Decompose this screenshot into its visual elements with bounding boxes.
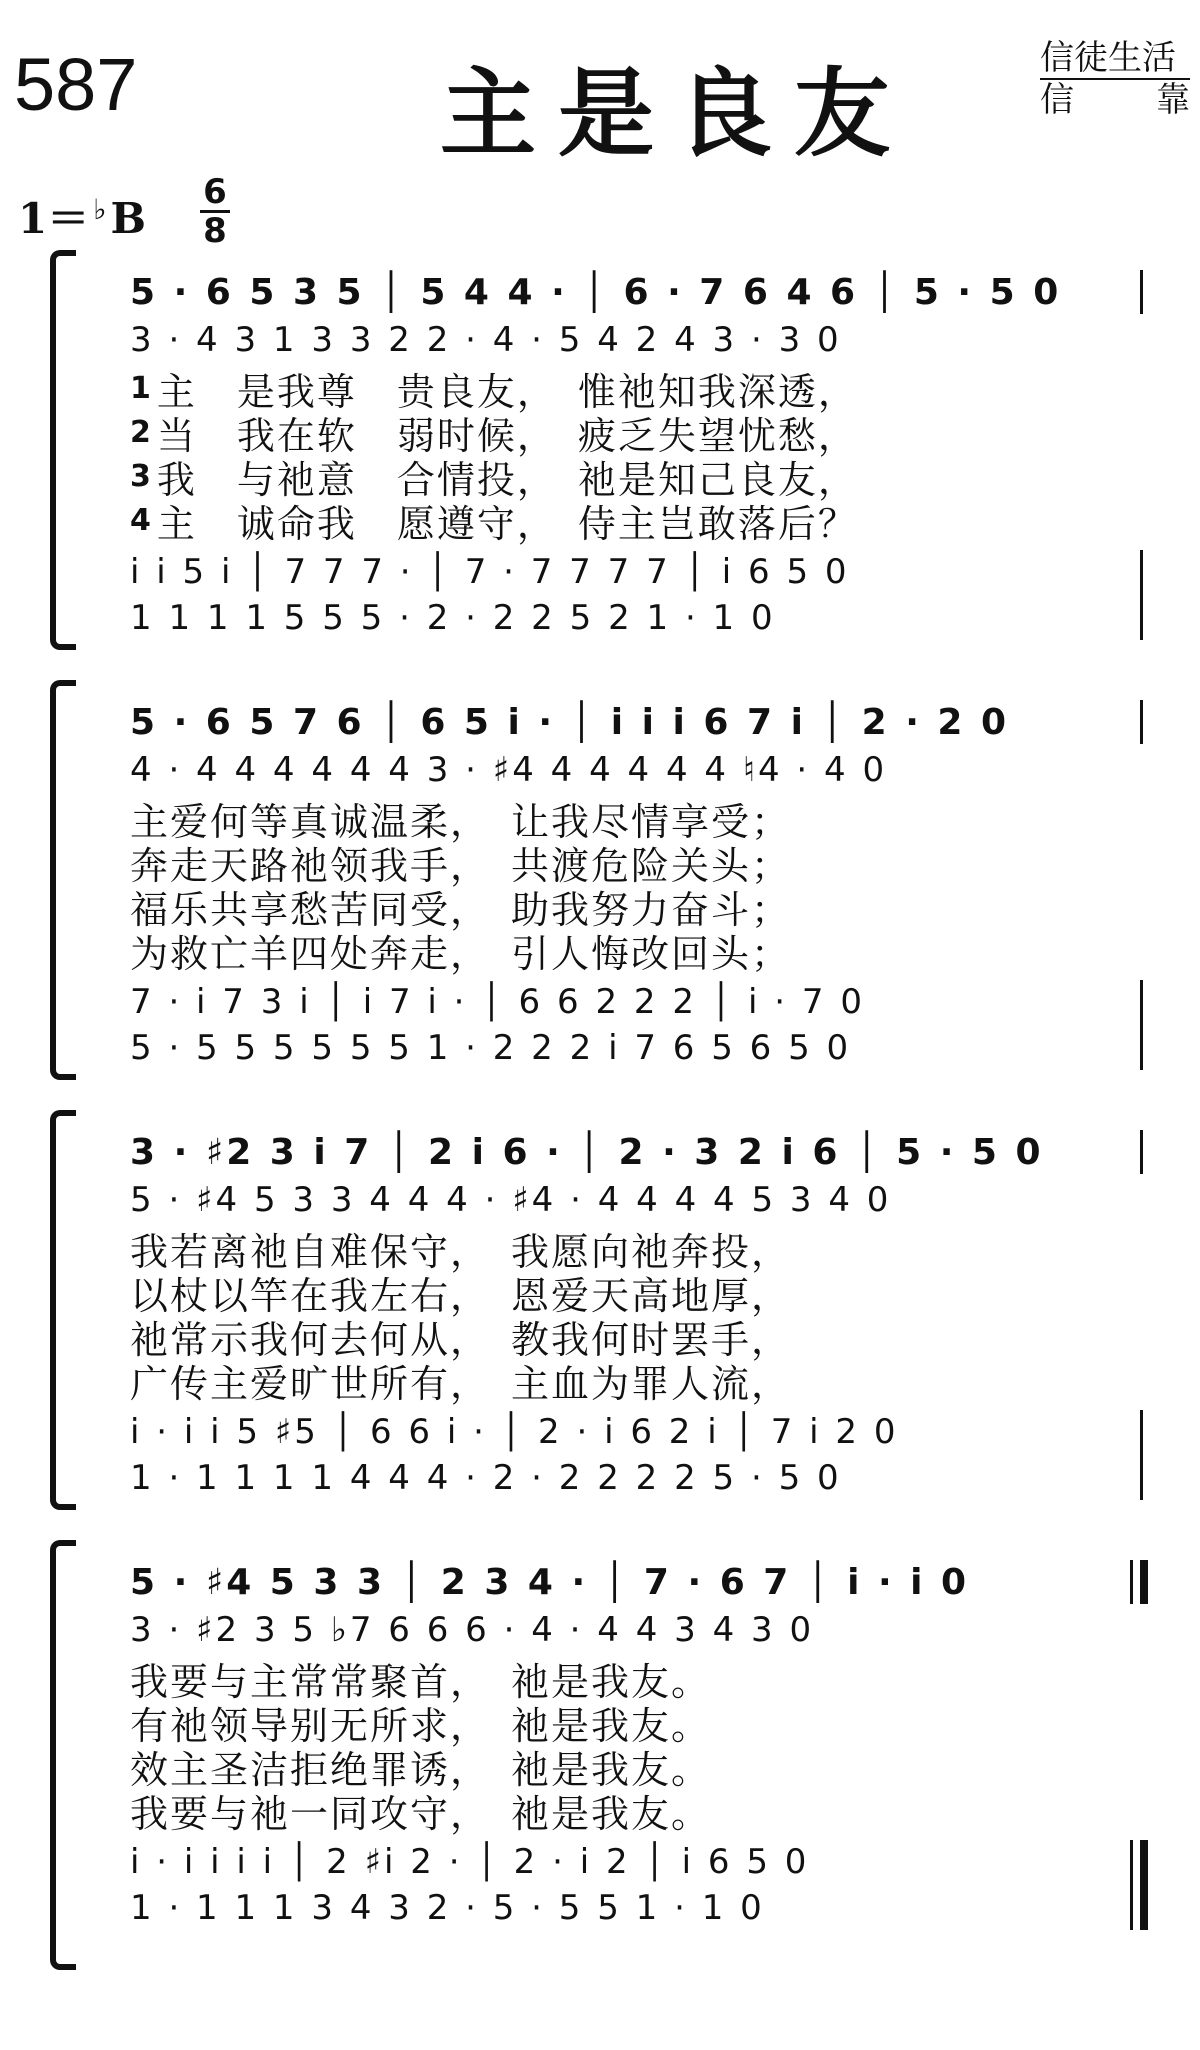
final-barline-thick [1140, 1840, 1148, 1930]
lyric-line [130, 1226, 792, 1274]
lyric-text: 主 是我尊 贵良友， 惟祂知我深透， [156, 369, 858, 414]
tenor-line: i · i i i i │ 2 ♯i 2 · │ 2 · i 2 │ i 6 5 0 [130, 1842, 810, 1882]
lyric-text: 我若离祂自难保守， 我愿向祂奔投， [130, 1229, 792, 1274]
alto-line: 5 · ♯4 5 3 3 4 4 4 · ♯4 · 4 4 4 4 5 3 4 0 [130, 1180, 892, 1220]
lyric-line [130, 498, 858, 546]
melody-line: 3 · ♯2 3 i 7 │ 2 i 6 · │ 2 · 3 2 i 6 │ 5 · 5 0 [130, 1131, 1044, 1173]
barline [1140, 270, 1143, 314]
bass-line: 1 · 1 1 1 1 4 4 4 · 2 · 2 2 2 2 5 · 5 0 [130, 1458, 842, 1498]
key-signature [18, 186, 146, 246]
lyric-text: 以杖以竿在我左右， 恩爱天高地厚， [130, 1273, 792, 1318]
final-barline-thin [1130, 1840, 1133, 1930]
time-signature-top: 6 [200, 174, 230, 213]
bass-line: 5 · 5 5 5 5 5 5 1 · 2 2 2 i 7 6 5 6 5 0 [130, 1028, 852, 1068]
lyric-line [130, 454, 858, 502]
barline [1140, 1130, 1143, 1174]
lyric-line [130, 840, 792, 888]
composer-credit [1040, 80, 1190, 120]
time-signature [200, 174, 230, 249]
score-system [0, 1540, 1200, 1970]
barline [1140, 980, 1143, 1070]
bass-line: 1 · 1 1 1 3 4 3 2 · 5 · 5 5 1 · 1 0 [130, 1888, 765, 1928]
flat-icon: ♭ [93, 193, 107, 226]
lyric-text: 祂常示我何去何从， 教我何时罢手， [130, 1317, 792, 1362]
system-bracket [50, 1540, 76, 1970]
tenor-line: i i 5 i │ 7 7 7 · │ 7 · 7 7 7 7 │ i 6 5 0 [130, 552, 850, 592]
lyric-text: 奔走天路祂领我手， 共渡危险关头； [130, 843, 792, 888]
lyric-text: 主爱何等真诚温柔， 让我尽情享受； [130, 799, 792, 844]
tenor-line: i · i i 5 ♯5 │ 6 6 i · │ 2 · i 6 2 i │ 7 i 2 0 [130, 1412, 899, 1452]
melody-line: 5 · 6 5 7 6 │ 6 5 i · │ i i i 6 7 i │ 2 · 2 0 [130, 701, 1010, 743]
lyric-text: 福乐共享愁苦同受， 助我努力奋斗； [130, 887, 792, 932]
credits [1040, 38, 1190, 120]
lyric-text: 当 我在软 弱时候， 疲乏失望忧愁， [156, 413, 858, 458]
score-system [0, 680, 1200, 1080]
final-barline-thick [1140, 1560, 1148, 1604]
lyric-text: 我要与祂一同攻守， 祂是我友。 [130, 1791, 712, 1836]
lyric-line [130, 1358, 792, 1406]
score-system [0, 1110, 1200, 1510]
lyric-line [130, 366, 858, 414]
lyric-text: 有祂领导别无所求， 祂是我友。 [130, 1703, 712, 1748]
key-note: B [110, 194, 146, 243]
barline [1140, 550, 1143, 640]
key-prefix: 1＝ [18, 194, 90, 243]
system-bracket [50, 1110, 76, 1510]
verse-number: 1 [130, 370, 153, 406]
final-barline-thin [1130, 1560, 1133, 1604]
system-bracket [50, 250, 76, 650]
lyric-line [130, 1314, 792, 1362]
composer-first-char: 信 [1040, 80, 1074, 120]
lyric-line [130, 884, 792, 932]
hymn-number: 587 [14, 43, 138, 126]
lyric-text: 我 与祂意 合情投， 祂是知己良友， [156, 457, 858, 502]
lyric-line [130, 410, 858, 458]
lyric-text: 主 诚命我 愿遵守， 侍主岂敢落后？ [156, 501, 858, 546]
lyric-text: 效主圣洁拒绝罪诱， 祂是我友。 [130, 1747, 712, 1792]
alto-line: 3 · ♯2 3 5 ♭7 6 6 6 · 4 · 4 4 3 4 3 0 [130, 1610, 815, 1650]
lyric-line [130, 928, 792, 976]
verse-number: 3 [130, 458, 153, 494]
lyric-line [130, 1788, 712, 1836]
lyric-line [130, 1744, 712, 1792]
composer-second-char: 靠 [1156, 80, 1190, 120]
lyric-line [130, 1270, 792, 1318]
verse-number: 4 [130, 502, 153, 538]
verse-number: 2 [130, 414, 153, 450]
lyric-text: 我要与主常常聚首， 祂是我友。 [130, 1659, 712, 1704]
alto-line: 4 · 4 4 4 4 4 4 3 · ♯4 4 4 4 4 4 ♮4 · 4 0 [130, 750, 888, 790]
lyric-line [130, 796, 792, 844]
barline [1140, 1410, 1143, 1500]
barline [1140, 700, 1143, 744]
score-system [0, 250, 1200, 650]
time-signature-bottom: 8 [203, 211, 227, 251]
lyric-text: 广传主爱旷世所有， 主血为罪人流， [130, 1361, 792, 1406]
melody-line: 5 · ♯4 5 3 3 │ 2 3 4 · │ 7 · 6 7 │ i · i 0 [130, 1561, 970, 1603]
melody-line: 5 · 6 5 3 5 │ 5 4 4 · │ 6 · 7 6 4 6 │ 5 · 5 0 [130, 271, 1062, 313]
tenor-line: 7 · i 7 3 i │ i 7 i · │ 6 6 2 2 2 │ i · 7 0 [130, 982, 865, 1022]
system-bracket [50, 680, 76, 1080]
alto-line: 3 · 4 3 1 3 3 2 2 · 4 · 5 4 2 4 3 · 3 0 [130, 320, 842, 360]
hymn-title: 主是良友 [440, 58, 912, 170]
bass-line: 1 1 1 1 5 5 5 · 2 · 2 2 5 2 1 · 1 0 [130, 598, 776, 638]
lyric-text: 为救亡羊四处奔走， 引人悔改回头； [130, 931, 792, 976]
lyric-line [130, 1656, 712, 1704]
lyric-line [130, 1700, 712, 1748]
lyricist-credit: 信徒生活 [1040, 38, 1190, 80]
